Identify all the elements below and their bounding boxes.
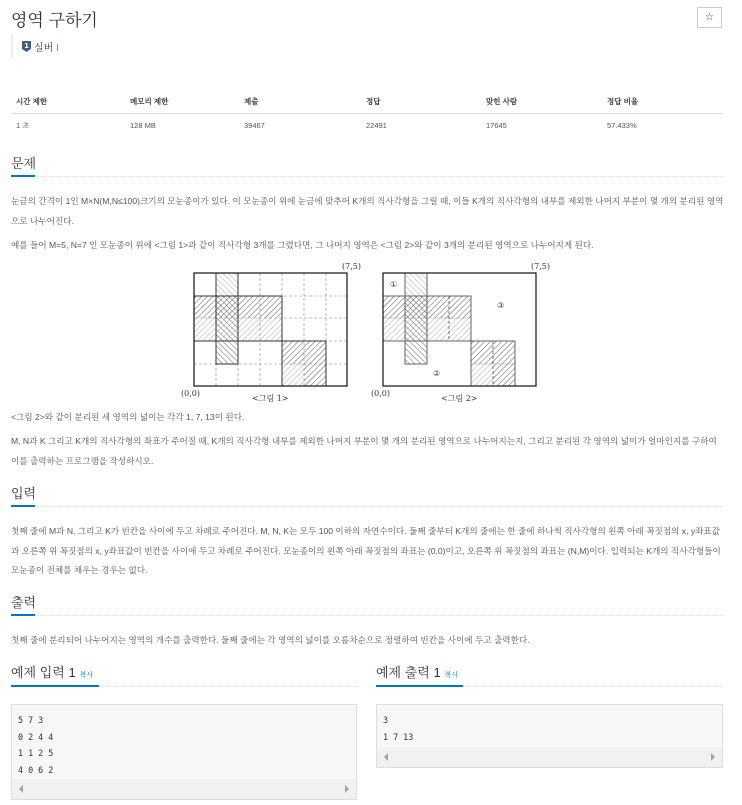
section-title: 입력 [11, 486, 37, 501]
section-title-underline [11, 175, 35, 177]
info-header-row [11, 92, 723, 114]
header-submissions: 제출 [239, 92, 361, 114]
sample-input-title-wrap [11, 662, 93, 681]
silver-1-tier-icon [22, 41, 31, 52]
copy-sample-input-button[interactable]: 복사 [79, 672, 94, 679]
sample-input-title: 예제 입력 1 [11, 665, 76, 680]
time-limit-value: 1 초 [16, 121, 30, 130]
tier-label [34, 39, 59, 54]
input-paragraph: 첫째 줄에 M과 N, 그리고 K가 빈칸을 사이에 두고 차례로 주어진다. M, N, K는 모두 100 이하의 자연수이다. 둘째 줄부터 K개의 줄에는 한 줄에 하나씩 직사각형의 왼쪽 아래 꼭짓점의 x, y좌표값과 오른쪽 위 꼭짓점의 x, y좌표값이 빈칸을 사이에 두고 차례로 주어진다. 모눈종이의 왼쪽 아래 꼭짓점의 좌표는 (0,0)이고, 오른쪽 위 꼭짓점의 좌표는 (N,M)이다. 입력되는 K개의 직사각형들이 모눈종이 전체를 채우는 경우는 없다. [11, 526, 721, 575]
copy-sample-output-button[interactable]: 복사 [444, 672, 459, 679]
sample-output-header [376, 661, 723, 687]
problem-title: 영역 구하기 [11, 11, 98, 30]
tier-level: I [56, 42, 59, 54]
section-title-underline [11, 614, 35, 616]
description-paragraph: 눈금의 간격이 1인 M×N(M,N≤100)크기의 모눈종이가 있다. 이 모눈종이 위에 눈금에 맞추어 K개의 직사각형을 그릴 때, 이들 K개의 직사각형의 내부를 제외한 나머지 부분이 몇 개의 분리된 영역으로 나누어진다. [11, 196, 724, 226]
figures-diagram [170, 258, 570, 408]
svg-text:1: 1 [24, 41, 29, 50]
sample-input-box[interactable] [11, 704, 357, 800]
description-paragraph: M, N과 K 그리고 K개의 직사각형의 좌표가 주어질 때, K개의 직사각형 내부를 제외한 나머지 부분이 몇 개의 분리된 영역으로 나누어지는지, 그리고 분리된 각 영역의 넓이가 얼마인지를 구하여 이를 출력하는 프로그램을 작성하시오. [11, 436, 717, 466]
section-title: 문제 [11, 156, 37, 171]
figure-2-origin-label: (0,0) [371, 389, 390, 398]
submissions-value: 39467 [244, 121, 265, 130]
figure-2-caption: <그림 2> [441, 394, 478, 403]
figure-1-caption: <그림 1> [252, 394, 289, 403]
sample-output-content [377, 705, 722, 745]
header-accept-ratio: 정답 비율 [602, 92, 723, 114]
figure-2-region-2-label: ② [433, 369, 441, 378]
favorite-star-button[interactable] [697, 7, 722, 28]
info-value-row [11, 114, 723, 138]
sample-input-content [12, 705, 356, 778]
section-title: 출력 [11, 595, 37, 610]
scroll-left-arrow-icon[interactable] [384, 753, 388, 761]
header-memory-limit: 메모리 제한 [125, 92, 239, 114]
sample-output-line: 3 [383, 715, 389, 725]
header-solved-users: 맞힌 사람 [481, 92, 602, 114]
sample-output-title-wrap [376, 662, 458, 681]
scroll-right-arrow-icon[interactable] [711, 753, 715, 761]
problem-info-table [11, 92, 723, 137]
star-icon: ☆ [705, 12, 714, 23]
sample-input-header [11, 661, 357, 687]
sample-input-line: 4 0 6 2 [18, 764, 54, 775]
memory-limit-value: 128 MB [130, 121, 156, 130]
header-time-limit: 시간 제한 [11, 92, 125, 114]
sample-input-line: 5 7 3 [18, 715, 44, 725]
figure-2-region-1-label: ① [390, 280, 398, 289]
description-paragraph: 예를 들어 M=5, N=7 인 모눈종이 위에 <그림 1>과 같이 직사각형 3개를 그렸다면, 그 나머지 영역은 <그림 2>와 같이 3개의 분리된 영역으로 나누어지게 된다. [11, 240, 594, 250]
tier-name: 실버 [34, 42, 54, 54]
sample-output-line: 1 7 13 [383, 731, 414, 742]
scroll-left-arrow-icon[interactable] [19, 785, 23, 793]
horizontal-scrollbar[interactable] [377, 747, 722, 767]
scroll-right-arrow-icon[interactable] [345, 785, 349, 793]
output-section-header [11, 590, 723, 616]
section-title-underline [11, 505, 35, 507]
problem-section-header [11, 151, 723, 177]
sample-input-line: 0 2 4 4 [18, 731, 54, 742]
figure-1 [194, 273, 347, 386]
description-paragraph: <그림 2>와 같이 분리된 세 영역의 넓이는 각각 1, 7, 13이 된다. [11, 412, 245, 422]
solved-users-value: 17645 [486, 121, 507, 130]
figure-2-corner-label: (7,5) [531, 262, 550, 271]
section-title-underline [376, 685, 463, 687]
section-title-underline [11, 685, 99, 687]
figure-2-region-3-label: ③ [497, 301, 505, 310]
output-paragraph: 첫째 줄에 분리되어 나누어지는 영역의 개수를 출력한다. 둘째 줄에는 각 영역의 넓이를 오름차순으로 정렬하여 빈칸을 사이에 두고 출력한다. [11, 635, 530, 645]
header-accepted: 정답 [361, 92, 481, 114]
figure-1-corner-label: (7,5) [342, 262, 361, 271]
accept-ratio-value: 57.433% [607, 121, 637, 130]
sample-output-box[interactable] [376, 704, 723, 768]
sample-output-title: 예제 출력 1 [376, 665, 441, 680]
accepted-value: 22491 [366, 121, 387, 130]
input-section-header [11, 481, 723, 507]
tier-badge [11, 34, 59, 58]
figure-1-origin-label: (0,0) [181, 389, 200, 398]
sample-input-line: 1 1 2 5 [18, 748, 54, 758]
figure-2 [383, 273, 536, 386]
horizontal-scrollbar[interactable] [12, 779, 356, 799]
